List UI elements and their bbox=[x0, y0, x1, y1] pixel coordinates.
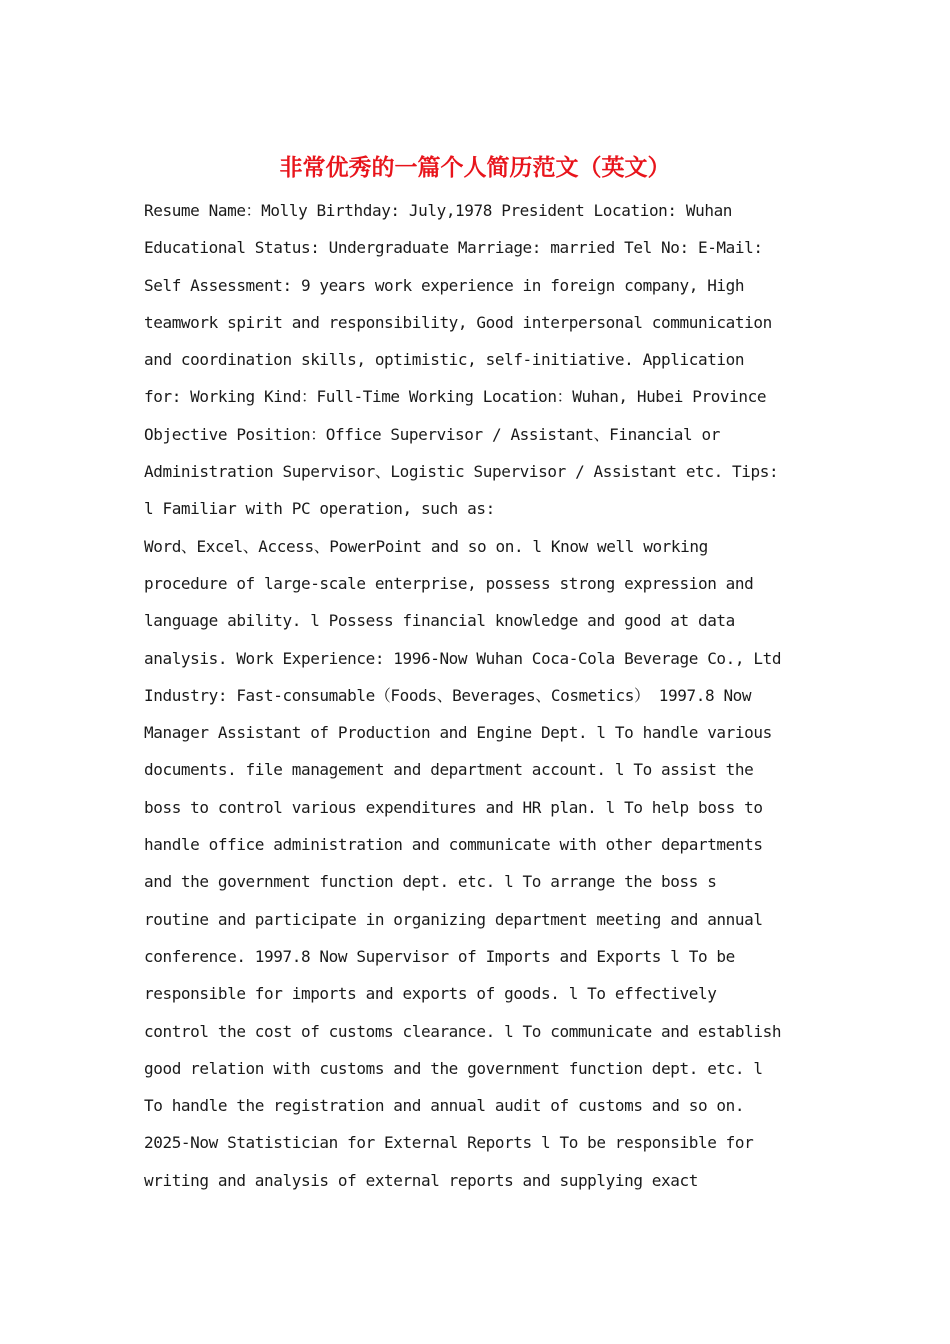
text-line: for: Working Kind：Full-Time Working Location：Wuhan, Hubei Province bbox=[144, 387, 767, 407]
text-line: Industry: Fast-consumable（Foods、Beverages、Cosmetics） 1997.8 Now bbox=[144, 685, 752, 705]
text-line: good relation with customs and the government function dept. etc. l bbox=[144, 1058, 763, 1078]
text-line: Manager Assistant of Production and Engine Dept. l To handle various bbox=[144, 723, 772, 743]
text-line: analysis. Work Experience: 1996-Now Wuhan Coca-Cola Beverage Co., Ltd bbox=[144, 648, 782, 668]
text-line: responsible for imports and exports of goods. l To effectively bbox=[144, 984, 717, 1004]
text-line: boss to control various expenditures and HR plan. l To help boss to bbox=[144, 797, 763, 817]
text-line: and coordination skills, optimistic, self-initiative. Application bbox=[144, 350, 745, 370]
text-line: Resume Name：Molly Birthday: July,1978 President Location: Wuhan bbox=[144, 201, 733, 220]
text-line: Self Assessment: 9 years work experience in foreign company, High bbox=[144, 275, 745, 295]
text-line: l Familiar with PC operation, such as: bbox=[144, 499, 495, 519]
text-line: To handle the registration and annual audit of customs and so on. bbox=[144, 1096, 745, 1116]
text-line: Educational Status: Undergraduate Marriage: married Tel No: E-Mail: bbox=[144, 238, 763, 258]
text-line: Word、Excel、Access、PowerPoint and so on. l Know well working bbox=[144, 536, 708, 556]
text-line: and the government function dept. etc. l To arrange the boss s bbox=[144, 872, 717, 892]
text-line: writing and analysis of external reports and supplying exact bbox=[144, 1170, 698, 1190]
resume-body bbox=[144, 192, 824, 1199]
text-line: documents. file management and department account. l To assist the bbox=[144, 760, 754, 780]
text-line: teamwork spirit and responsibility, Good interpersonal communication bbox=[144, 312, 772, 332]
document-title: 非常优秀的一篇个人简历范文（英文） bbox=[279, 154, 671, 181]
text-line: control the cost of customs clearance. l To communicate and establish bbox=[144, 1021, 782, 1041]
text-line: handle office administration and communicate with other departments bbox=[144, 835, 763, 855]
text-line: procedure of large-scale enterprise, possess strong expression and bbox=[144, 573, 754, 593]
text-line: language ability. l Possess financial knowledge and good at data bbox=[144, 611, 735, 631]
text-line: routine and participate in organizing department meeting and annual bbox=[144, 909, 763, 929]
text-line: Administration Supervisor、Logistic Supervisor / Assistant etc. Tips: bbox=[144, 462, 779, 482]
text-line: conference. 1997.8 Now Supervisor of Imports and Exports l To be bbox=[144, 946, 735, 966]
text-line: 2025-Now Statistician for External Reports l To be responsible for bbox=[144, 1133, 754, 1153]
text-line: Objective Position：Office Supervisor / Assistant、Financial or bbox=[144, 424, 720, 444]
